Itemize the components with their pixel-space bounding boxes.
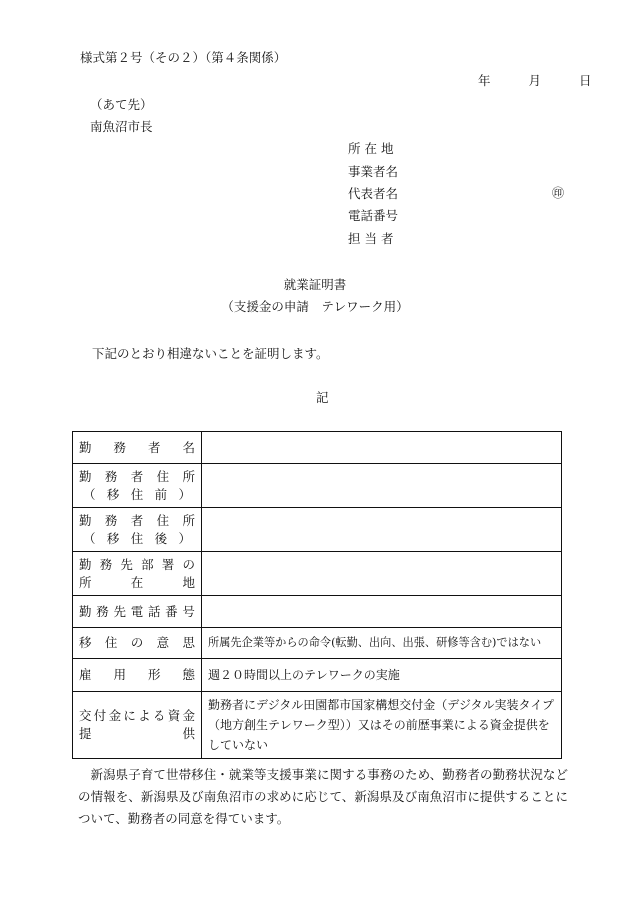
table-row bbox=[73, 508, 562, 552]
label-line: 勤 務 者 名 bbox=[79, 439, 195, 455]
label-line: 所 在 地 bbox=[79, 574, 195, 590]
table-row bbox=[73, 692, 562, 759]
document-title: 就業証明書 bbox=[283, 277, 347, 292]
field-representative-label: 代表者名 bbox=[348, 186, 399, 201]
document-subtitle: （支援金の申請 テレワーク用） bbox=[221, 299, 409, 314]
field-phone-label: 電話番号 bbox=[348, 208, 399, 223]
label-line: 勤 務 先 電 話 番 号 bbox=[79, 603, 195, 619]
workplace-address-value[interactable] bbox=[202, 552, 562, 596]
row-label bbox=[73, 596, 202, 628]
field-company-label: 事業者名 bbox=[348, 164, 399, 179]
ki-heading: 記 bbox=[316, 390, 329, 405]
date-day: 日 bbox=[579, 73, 592, 88]
date-line bbox=[478, 73, 592, 89]
field-contact-label: 担 当 者 bbox=[348, 231, 394, 246]
detail-table bbox=[72, 431, 562, 759]
funding-value: 勤務者にデジタル田園都市国家構想交付金（デジタル実装タイプ（地方創生テレワーク型））又はその前歴事業による資金提供をしていない bbox=[202, 692, 562, 759]
label-line: 移 住 の 意 思 bbox=[79, 635, 195, 650]
row-label bbox=[73, 432, 202, 464]
date-month: 月 bbox=[528, 73, 542, 88]
row-label bbox=[73, 508, 202, 552]
label-line: （ 移 住 後 ） bbox=[83, 530, 191, 546]
table-row bbox=[73, 659, 562, 692]
recipient: 南魚沼市長 bbox=[90, 119, 153, 134]
label-line: 交 付 金 に よ る 資 金 bbox=[79, 708, 195, 723]
label-line: 提 供 bbox=[79, 726, 195, 741]
label-line: 勤 務 者 住 所 bbox=[79, 468, 195, 484]
address-after-value[interactable] bbox=[202, 508, 562, 552]
table-row bbox=[73, 596, 562, 628]
relocation-intent-value: 所属先企業等からの命令(転勤、出向、出張、研修等含む)ではない bbox=[202, 628, 562, 659]
table-row bbox=[73, 432, 562, 464]
consent-paragraph: 新潟県子育て世帯移住・就業等支援事業に関する事務のため、勤務者の勤務状況などの情報を、新潟県及び南魚沼市の求めに応じて、新潟県及び南魚沼市に提供することについて、勤務者の同意を得ています。 bbox=[78, 767, 568, 826]
worker-name-value[interactable] bbox=[202, 432, 562, 464]
row-label bbox=[73, 659, 202, 692]
table-row bbox=[73, 464, 562, 508]
form-number: 様式第２号（その２）（第４条関係） bbox=[80, 50, 287, 65]
seal-mark: ㊞ bbox=[552, 186, 565, 200]
row-label bbox=[73, 464, 202, 508]
row-label bbox=[73, 628, 202, 659]
table-row bbox=[73, 552, 562, 596]
field-address-label: 所 在 地 bbox=[348, 141, 394, 156]
label-line: 勤 務 者 住 所 bbox=[79, 512, 195, 528]
row-label bbox=[73, 552, 202, 596]
label-line: 勤 務 先 部 署 の bbox=[79, 556, 195, 572]
label-line: 雇 用 形 態 bbox=[79, 667, 195, 682]
employment-type-value: 週２０時間以上のテレワークの実施 bbox=[202, 659, 562, 692]
address-before-value[interactable] bbox=[202, 464, 562, 508]
table-row bbox=[73, 628, 562, 659]
label-line: （ 移 住 前 ） bbox=[83, 486, 191, 502]
certification-statement: 下記のとおり相違ないことを証明します。 bbox=[92, 346, 329, 361]
addressee-note: （あて先） bbox=[90, 97, 153, 112]
row-label bbox=[73, 692, 202, 759]
date-year: 年 bbox=[478, 73, 491, 88]
workplace-phone-value[interactable] bbox=[202, 596, 562, 628]
